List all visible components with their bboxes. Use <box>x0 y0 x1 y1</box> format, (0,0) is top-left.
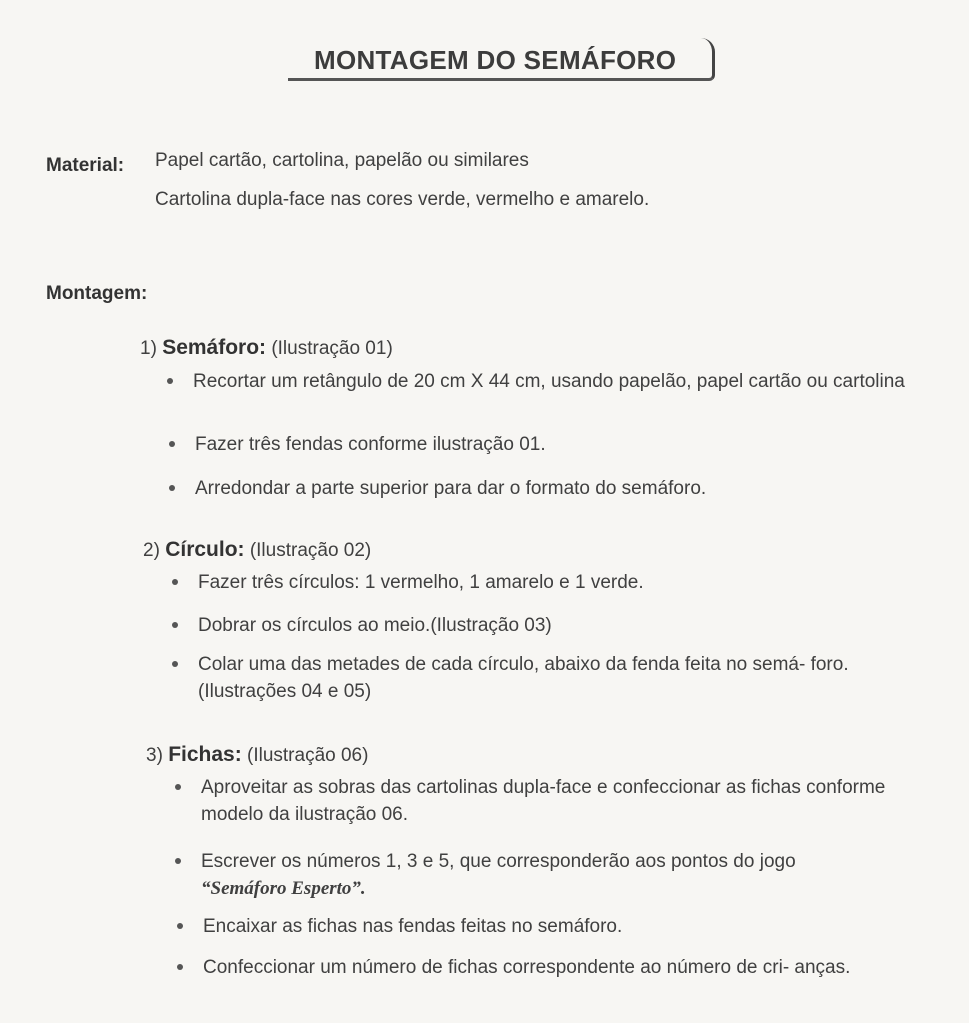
section-fichas-heading <box>146 743 368 767</box>
material-label: Material: <box>46 155 125 176</box>
list-item <box>203 954 948 981</box>
list-item-text: Dobrar os círculos ao meio.(Ilustração 03) <box>198 615 552 636</box>
page-title: MONTAGEM DO SEMÁFORO <box>314 45 677 75</box>
list-item <box>195 431 935 458</box>
list-item <box>203 913 943 940</box>
list-item-text: Aproveitar as sobras das cartolinas dupla-face e confeccionar as fichas conforme modelo da ilustração 06. <box>201 777 886 825</box>
section-reference: (Ilustração 01) <box>271 338 393 359</box>
section-number: 3) <box>146 745 163 766</box>
section-number: 2) <box>143 540 160 561</box>
list-item <box>201 848 946 902</box>
game-name: “Semáforo Esperto”. <box>201 878 366 899</box>
list-item <box>198 569 938 596</box>
bullet-icon <box>177 964 183 970</box>
section-number: 1) <box>140 338 157 359</box>
list-item <box>198 651 946 705</box>
bullet-icon <box>172 579 178 585</box>
bullet-icon <box>177 923 183 929</box>
list-item <box>193 368 943 395</box>
material-line-1: Papel cartão, cartolina, papelão ou similares <box>155 150 529 171</box>
list-item-text: Recortar um retângulo de 20 cm X 44 cm, usando papelão, papel cartão ou cartolina <box>193 371 905 392</box>
bullet-icon <box>172 622 178 628</box>
list-item-text: Fazer três círculos: 1 vermelho, 1 amarelo e 1 verde. <box>198 572 644 593</box>
section-semaforo-heading <box>140 336 393 360</box>
title-banner <box>288 38 720 86</box>
list-item-text: Arredondar a parte superior para dar o formato do semáforo. <box>195 478 707 499</box>
list-item-text: Fazer três fendas conforme ilustração 01. <box>195 434 546 455</box>
section-title: Fichas: <box>168 743 242 766</box>
section-circulo-heading <box>143 538 371 562</box>
list-item-text: Encaixar as fichas nas fendas feitas no semáforo. <box>203 916 623 937</box>
section-title: Círculo: <box>165 538 245 561</box>
section-reference: (Ilustração 02) <box>249 540 372 561</box>
bullet-icon <box>169 441 175 447</box>
bullet-icon <box>175 858 181 864</box>
list-item-text: Colar uma das metades de cada círculo, abaixo da fenda feita no semá- foro. (Ilustrações 04 e 05) <box>198 654 849 702</box>
bullet-icon <box>172 661 178 667</box>
bullet-icon <box>167 378 173 384</box>
material-line-2: Cartolina dupla-face nas cores verde, vermelho e amarelo. <box>155 189 650 210</box>
section-reference: (Ilustração 06) <box>247 745 369 766</box>
list-item-text: Escrever os números 1, 3 e 5, que corresponderão aos pontos do jogo <box>201 851 796 872</box>
list-item-text: Confeccionar um número de fichas correspondente ao número de cri- anças. <box>203 957 851 978</box>
montagem-label: Montagem: <box>46 283 148 304</box>
bullet-icon <box>169 485 175 491</box>
section-title: Semáforo: <box>162 336 267 359</box>
list-item <box>195 475 935 502</box>
list-item <box>201 774 946 828</box>
bullet-icon <box>175 784 181 790</box>
list-item <box>198 612 938 639</box>
